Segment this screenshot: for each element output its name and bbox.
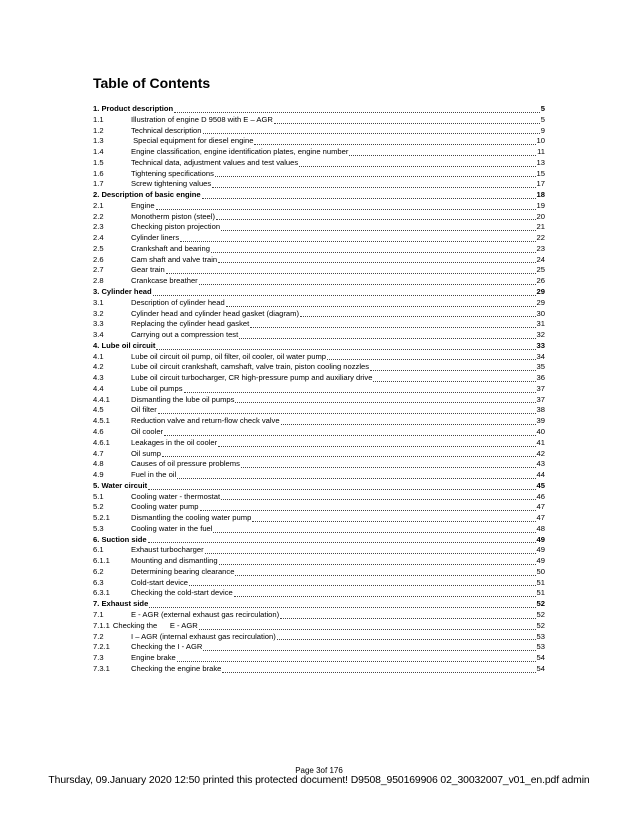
toc-entry-title: Fuel in the oil xyxy=(131,470,177,480)
toc-entry-title: Gear train xyxy=(131,265,165,275)
toc-entry[interactable] xyxy=(93,222,545,233)
toc-entry-page: 52 xyxy=(536,620,545,630)
dot-leader xyxy=(215,175,536,177)
toc-entry-title: Description of cylinder head xyxy=(131,297,225,307)
toc-section-entry[interactable] xyxy=(93,104,545,115)
toc-entry[interactable] xyxy=(93,201,545,212)
toc-entry-number: 2.2 xyxy=(93,211,104,221)
toc-entry-number: 1.3 xyxy=(93,136,104,146)
toc-entry-page: 48 xyxy=(536,523,545,533)
toc-entry[interactable] xyxy=(93,233,545,244)
toc-entry-page: 49 xyxy=(536,556,545,566)
toc-entry[interactable] xyxy=(93,427,545,438)
dot-leader xyxy=(180,240,535,242)
toc-entry[interactable] xyxy=(93,653,545,664)
toc-entry-page: 25 xyxy=(536,265,545,275)
toc-entry-title: Dismantling the cooling water pump xyxy=(131,513,252,523)
toc-entry-title: 6. Suction side xyxy=(93,534,147,544)
toc-entry[interactable] xyxy=(93,556,545,567)
toc-entry-number: 1.7 xyxy=(93,179,104,189)
toc-section-entry[interactable] xyxy=(93,535,545,546)
dot-leader xyxy=(166,272,536,274)
toc-entry-page: 35 xyxy=(536,362,545,372)
toc-entry-page: 46 xyxy=(536,491,545,501)
toc-entry[interactable] xyxy=(93,405,545,416)
toc-entry-title: Checking the cold-start device xyxy=(131,588,233,598)
toc-entry-page: 29 xyxy=(536,287,545,297)
toc-entry-title: Cylinder liners xyxy=(131,233,180,243)
dot-leader xyxy=(219,563,536,565)
toc-entry-page: 37 xyxy=(536,394,545,404)
toc-section-entry[interactable] xyxy=(93,287,545,298)
toc-entry-title: Mounting and dismantling xyxy=(131,556,218,566)
toc-entry-page: 15 xyxy=(536,168,545,178)
dot-leader xyxy=(177,477,535,479)
toc-entry-number: 1.4 xyxy=(93,147,104,157)
dot-leader xyxy=(234,595,536,597)
toc-entry[interactable] xyxy=(93,309,545,320)
toc-entry-page: 39 xyxy=(536,416,545,426)
toc-entry-page: 21 xyxy=(536,222,545,232)
dot-leader xyxy=(202,197,536,199)
toc-entry-title: 3. Cylinder head xyxy=(93,287,152,297)
toc-entry-number: 5.2.1 xyxy=(93,513,110,523)
toc-entry[interactable] xyxy=(93,588,545,599)
toc-entry[interactable] xyxy=(93,352,545,363)
toc-entry[interactable] xyxy=(93,255,545,266)
toc-entry-number: 1.2 xyxy=(93,125,104,135)
dot-leader xyxy=(212,186,535,188)
toc-entry-title: Crankshaft and bearing xyxy=(131,243,210,253)
toc-entry-title: Exhaust turbocharger xyxy=(131,545,204,555)
toc-entry-title: Engine xyxy=(131,200,155,210)
toc-entry-page: 13 xyxy=(536,157,545,167)
toc-entry-number: 7.2 xyxy=(93,631,104,641)
page-title: Table of Contents xyxy=(93,75,211,91)
dot-leader xyxy=(281,423,536,425)
toc-entry-page: 23 xyxy=(536,243,545,253)
dot-leader xyxy=(156,348,535,350)
toc-entry-page: 45 xyxy=(536,480,545,490)
dot-leader xyxy=(216,218,536,220)
toc-entry-title: Carrying out a compression test xyxy=(131,330,239,340)
toc-entry[interactable] xyxy=(93,492,545,503)
toc-section-entry[interactable] xyxy=(93,190,545,201)
toc-entry-number: 1.5 xyxy=(93,157,104,167)
dot-leader xyxy=(174,111,540,113)
toc-entry-title: Cooling water in the fuel xyxy=(131,523,213,533)
dot-leader xyxy=(299,165,535,167)
toc-entry-page: 49 xyxy=(536,545,545,555)
dot-leader xyxy=(221,229,535,231)
toc-entry-title: 4. Lube oil circuit xyxy=(93,340,156,350)
toc-entry-title: Checking piston projection xyxy=(131,222,221,232)
toc-entry-title: Leakages in the oil cooler xyxy=(131,437,218,447)
toc-entry-page: 44 xyxy=(536,470,545,480)
toc-entry-title: Technical description xyxy=(131,125,202,135)
toc-entry-page: 37 xyxy=(536,383,545,393)
toc-entry-page: 53 xyxy=(536,642,545,652)
toc-entry-title: Illustration of engine D 9508 with E – AGR xyxy=(131,114,273,124)
toc-entry-number: 2.4 xyxy=(93,233,104,243)
dot-leader xyxy=(156,208,536,210)
toc-entry[interactable] xyxy=(93,545,545,556)
toc-entry-number: 7.2.1 xyxy=(93,642,110,652)
toc-entry[interactable] xyxy=(93,664,545,675)
toc-entry[interactable] xyxy=(93,449,545,460)
toc-entry[interactable] xyxy=(93,610,545,621)
toc-entry-page: 5 xyxy=(540,114,545,124)
toc-entry-page: 22 xyxy=(536,233,545,243)
toc-entry-number: 4.3 xyxy=(93,373,104,383)
toc-entry[interactable] xyxy=(93,438,545,449)
toc-entry-page: 33 xyxy=(536,340,545,350)
toc-entry-title: Determining bearing clearance xyxy=(131,566,235,576)
toc-entry-title: Cooling water - thermostat xyxy=(131,491,221,501)
toc-entry[interactable] xyxy=(93,136,545,147)
toc-entry-number: 3.4 xyxy=(93,330,104,340)
toc-entry-title: Oil sump xyxy=(131,448,161,458)
toc-entry[interactable] xyxy=(93,330,545,341)
toc-entry-page: 52 xyxy=(536,609,545,619)
toc-entry-number: 5.2 xyxy=(93,502,104,512)
toc-entry-number: 1.6 xyxy=(93,168,104,178)
toc-entry-title: Lube oil circuit oil pump, oil filter, oil cooler, oil water pump xyxy=(131,351,326,361)
dot-leader xyxy=(327,358,536,360)
toc-entry-title: 5. Water circuit xyxy=(93,480,148,490)
toc-entry-number: 6.1.1 xyxy=(93,556,110,566)
toc-entry-page: 50 xyxy=(536,566,545,576)
dot-leader xyxy=(274,122,540,124)
toc-entry-title: Cooling water pump xyxy=(131,502,199,512)
toc-entry-title: Technical data, adjustment values and test values xyxy=(131,157,299,167)
dot-leader xyxy=(203,649,535,651)
toc-entry-number: 4.5.1 xyxy=(93,416,110,426)
dot-leader xyxy=(153,294,536,296)
toc-entry-title: Monotherm piston (steel) xyxy=(131,211,215,221)
toc-entry[interactable] xyxy=(93,212,545,223)
toc-entry[interactable] xyxy=(93,244,545,255)
toc-entry-page: 34 xyxy=(536,351,545,361)
toc-entry-page: 32 xyxy=(536,330,545,340)
dot-leader xyxy=(148,541,536,543)
dot-leader xyxy=(373,380,535,382)
toc-entry-number: 2.8 xyxy=(93,276,104,286)
toc-entry[interactable] xyxy=(93,578,545,589)
toc-entry-page: 43 xyxy=(536,459,545,469)
toc-entry-title: Oil filter xyxy=(131,405,157,415)
toc-entry-page: 49 xyxy=(536,534,545,544)
toc-entry-title: Checking the engine brake xyxy=(131,663,222,673)
toc-entry-title: Lube oil circuit turbocharger, CR high-pressure pump and auxiliary drive xyxy=(131,373,373,383)
toc-entry[interactable] xyxy=(93,470,545,481)
toc-entry[interactable] xyxy=(93,298,545,309)
toc-entry-page: 42 xyxy=(536,448,545,458)
dot-leader xyxy=(205,552,536,554)
dot-leader xyxy=(203,132,540,134)
toc-entry-number: 5.3 xyxy=(93,523,104,533)
toc-entry-number: 4.4 xyxy=(93,383,104,393)
dot-leader xyxy=(300,315,536,317)
toc-entry-number: 3.3 xyxy=(93,319,104,329)
toc-entry-number: 4.4.1 xyxy=(93,394,110,404)
toc-entry-number: 4.8 xyxy=(93,459,104,469)
toc-entry[interactable] xyxy=(93,265,545,276)
toc-entry-number: 4.6.1 xyxy=(93,437,110,447)
toc-entry[interactable] xyxy=(93,126,545,137)
toc-entry[interactable] xyxy=(93,567,545,578)
toc-entry-page: 11 xyxy=(537,147,545,157)
dot-leader xyxy=(254,143,535,145)
toc-entry-page: 40 xyxy=(536,426,545,436)
toc-entry-number: 3.2 xyxy=(93,308,104,318)
toc-entry-number: 4.7 xyxy=(93,448,104,458)
toc-entry-page: 17 xyxy=(536,179,545,189)
toc-entry-title: Engine classification, engine identification plates, engine number xyxy=(131,147,349,157)
toc-entry[interactable] xyxy=(93,169,545,180)
dot-leader xyxy=(239,337,535,339)
print-notice: Thursday, 09.January 2020 12:50 printed this protected document! D9508_950169906 02_30032007_v01_en.pdf admin xyxy=(48,775,590,786)
dot-leader xyxy=(200,509,536,511)
toc-entry-number: 4.9 xyxy=(93,470,104,480)
dot-leader xyxy=(221,498,535,500)
toc-entry-page: 30 xyxy=(536,308,545,318)
dot-leader xyxy=(162,455,536,457)
toc-entry-page: 24 xyxy=(536,254,545,264)
dot-leader xyxy=(250,326,535,328)
toc-entry-title: Lube oil circuit crankshaft, camshaft, valve train, piston cooling nozzles xyxy=(131,362,370,372)
dot-leader xyxy=(184,391,536,393)
toc-entry-page: 38 xyxy=(536,405,545,415)
dot-leader xyxy=(222,671,535,673)
table-of-contents xyxy=(93,104,545,675)
toc-entry-number: 6.2 xyxy=(93,566,104,576)
toc-entry-page: 47 xyxy=(536,513,545,523)
toc-entry-number: 6.3 xyxy=(93,577,104,587)
toc-entry-title: Lube oil pumps xyxy=(131,383,183,393)
toc-entry-number: 2.3 xyxy=(93,222,104,232)
toc-entry[interactable] xyxy=(93,416,545,427)
toc-entry[interactable] xyxy=(93,621,545,632)
dot-leader xyxy=(199,628,536,630)
toc-entry-number: 5.1 xyxy=(93,491,104,501)
dot-leader xyxy=(211,251,536,253)
toc-entry-title: Checking the E - AGR xyxy=(112,620,198,630)
toc-entry-title: E - AGR (external exhaust gas recirculation) xyxy=(131,609,280,619)
toc-section-entry[interactable] xyxy=(93,341,545,352)
dot-leader xyxy=(164,434,535,436)
toc-entry-number: 1.1 xyxy=(93,114,104,124)
toc-entry-number: 4.1 xyxy=(93,351,104,361)
toc-entry-title: I – AGR (internal exhaust gas recirculation) xyxy=(131,631,276,641)
toc-entry-page: 53 xyxy=(536,631,545,641)
toc-entry-page: 19 xyxy=(536,200,545,210)
toc-entry[interactable] xyxy=(93,395,545,406)
toc-entry-title: Cylinder head and cylinder head gasket (diagram) xyxy=(131,308,300,318)
toc-entry-number: 6.3.1 xyxy=(93,588,110,598)
toc-entry-number: 2.5 xyxy=(93,243,104,253)
toc-entry-title: 2. Description of basic engine xyxy=(93,190,201,200)
toc-entry[interactable] xyxy=(93,642,545,653)
toc-entry-number: 2.7 xyxy=(93,265,104,275)
dot-leader xyxy=(241,466,536,468)
dot-leader xyxy=(235,574,535,576)
toc-entry-number: 3.1 xyxy=(93,297,104,307)
toc-entry[interactable] xyxy=(93,362,545,373)
dot-leader xyxy=(280,617,535,619)
toc-entry-title: Special equipment for diesel engine xyxy=(131,136,254,146)
toc-entry-page: 51 xyxy=(536,588,545,598)
toc-entry-page: 5 xyxy=(540,104,545,113)
page-number: Page 3of 176 xyxy=(295,766,343,775)
dot-leader xyxy=(158,412,536,414)
dot-leader xyxy=(199,283,536,285)
dot-leader xyxy=(149,606,535,608)
dot-leader xyxy=(349,154,536,156)
toc-entry-number: 6.1 xyxy=(93,545,104,555)
toc-entry-title: Checking the I - AGR xyxy=(131,642,203,652)
toc-entry-number: 4.5 xyxy=(93,405,104,415)
toc-entry-page: 47 xyxy=(536,502,545,512)
toc-entry[interactable] xyxy=(93,179,545,190)
toc-entry-title: Cold-start device xyxy=(131,577,188,587)
dot-leader xyxy=(226,305,536,307)
toc-section-entry[interactable] xyxy=(93,481,545,492)
dot-leader xyxy=(235,401,535,403)
toc-entry-page: 29 xyxy=(536,297,545,307)
toc-entry[interactable] xyxy=(93,373,545,384)
toc-entry-page: 10 xyxy=(536,136,545,146)
toc-entry-page: 52 xyxy=(536,599,545,609)
toc-entry-page: 9 xyxy=(540,125,545,135)
toc-entry[interactable] xyxy=(93,384,545,395)
toc-entry-page: 26 xyxy=(536,276,545,286)
toc-entry[interactable] xyxy=(93,115,545,126)
toc-section-entry[interactable] xyxy=(93,599,545,610)
toc-entry-title: Crankcase breather xyxy=(131,276,198,286)
toc-entry[interactable] xyxy=(93,459,545,470)
toc-entry-title: Engine brake xyxy=(131,653,176,663)
toc-entry-page: 31 xyxy=(536,319,545,329)
toc-entry-title: Dismantling the lube oil pumps xyxy=(131,394,235,404)
toc-entry-number: 2.6 xyxy=(93,254,104,264)
toc-entry-page: 18 xyxy=(536,190,545,200)
toc-entry-title: Tightening specifications xyxy=(131,168,214,178)
toc-entry-title: Replacing the cylinder head gasket xyxy=(131,319,250,329)
toc-entry-title: 7. Exhaust side xyxy=(93,599,149,609)
toc-entry-number: 7.3 xyxy=(93,653,104,663)
dot-leader xyxy=(218,445,535,447)
toc-entry-page: 54 xyxy=(536,653,545,663)
toc-entry-title: Cam shaft and valve train xyxy=(131,254,218,264)
dot-leader xyxy=(189,584,536,586)
toc-entry[interactable] xyxy=(93,513,545,524)
toc-entry[interactable] xyxy=(93,158,545,169)
toc-entry[interactable] xyxy=(93,502,545,513)
toc-entry-number: 7.3.1 xyxy=(93,663,110,673)
toc-entry-title: Screw tightening values xyxy=(131,179,212,189)
toc-entry-title: 1. Product description xyxy=(93,104,174,113)
toc-entry-number: 2.1 xyxy=(93,200,104,210)
toc-entry[interactable] xyxy=(93,319,545,330)
toc-entry-number: 4.6 xyxy=(93,426,104,436)
toc-entry-page: 41 xyxy=(536,437,545,447)
toc-entry[interactable] xyxy=(93,632,545,643)
toc-entry-page: 51 xyxy=(536,577,545,587)
toc-entry-page: 36 xyxy=(536,373,545,383)
toc-entry[interactable] xyxy=(93,276,545,287)
toc-entry[interactable] xyxy=(93,147,545,158)
toc-entry-page: 54 xyxy=(536,663,545,673)
dot-leader xyxy=(252,520,535,522)
toc-entry-title: Reduction valve and return-flow check valve xyxy=(131,416,280,426)
dot-leader xyxy=(177,660,536,662)
dot-leader xyxy=(213,531,535,533)
toc-entry-title: Oil cooler xyxy=(131,426,164,436)
toc-entry[interactable] xyxy=(93,524,545,535)
toc-entry-number: 7.1 xyxy=(93,609,104,619)
toc-entry-number: 7.1.1 xyxy=(93,620,110,630)
dot-leader xyxy=(370,369,535,371)
dot-leader xyxy=(148,488,535,490)
dot-leader xyxy=(218,261,535,263)
dot-leader xyxy=(277,638,536,640)
toc-entry-number: 4.2 xyxy=(93,362,104,372)
toc-entry-title: Causes of oil pressure problems xyxy=(131,459,240,469)
toc-entry-page: 20 xyxy=(536,211,545,221)
